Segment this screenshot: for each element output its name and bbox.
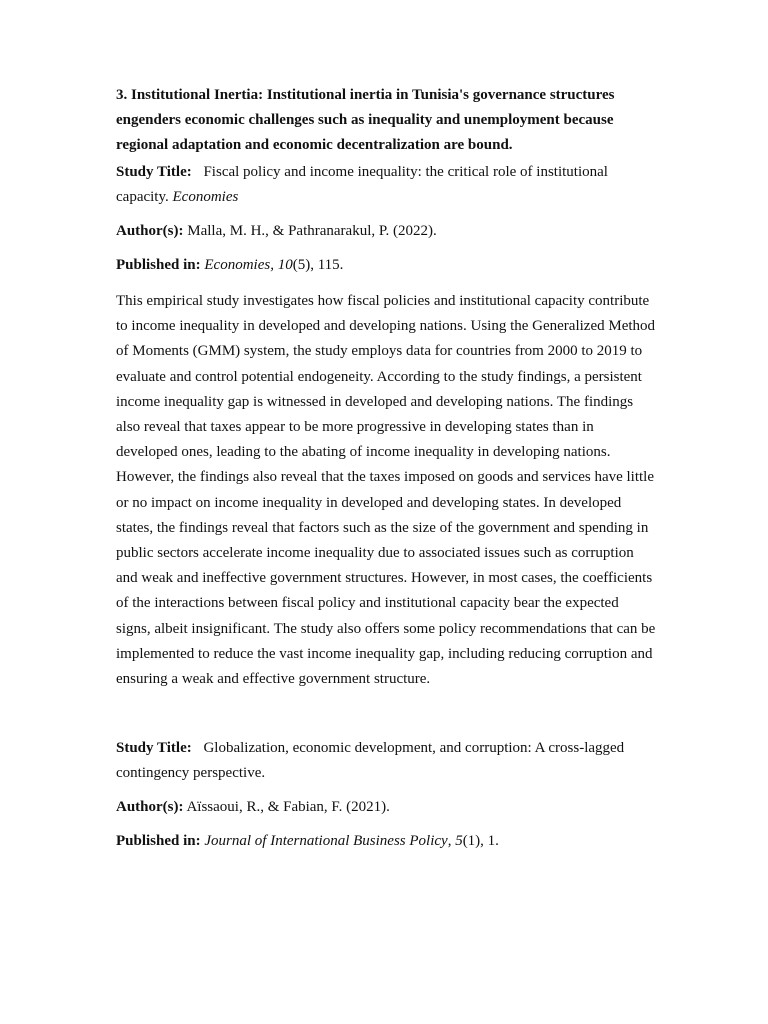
published-label: Published in: bbox=[116, 257, 201, 273]
document-page bbox=[116, 83, 656, 854]
study1-title: Fiscal policy and income inequality: the critical role of institutional capacity. bbox=[116, 164, 608, 205]
study1-title-journal: Economies bbox=[172, 189, 239, 205]
study2-title: Globalization, economic development, and corruption: A cross-lagged contingency perspective. bbox=[116, 740, 625, 782]
authors-label: Author(s): bbox=[116, 799, 184, 816]
study1-authors-line bbox=[116, 219, 656, 244]
published-label: Published in: bbox=[116, 833, 201, 850]
study1-published-line bbox=[116, 253, 656, 278]
study2-issue-pages: (1), 1. bbox=[462, 833, 499, 850]
authors-label: Author(s): bbox=[116, 223, 184, 239]
study1-volume: 10 bbox=[277, 257, 293, 273]
study1-issue-pages: (5), 115. bbox=[292, 257, 344, 273]
study2-authors: Aïssaoui, R., & Fabian, F. (2021). bbox=[186, 799, 390, 816]
section-heading: 3. Institutional Inertia: Institutional inertia in Tunisia's governance structures engenders economic challenges such as inequality and unemployment because regional adaptation and economic decentralization are bound. bbox=[116, 87, 615, 153]
study1-title-line bbox=[116, 160, 656, 210]
study-title-label: Study Title: bbox=[116, 740, 192, 757]
study2-journal: Journal of International Business Policy bbox=[204, 833, 448, 850]
study1-journal: Economies bbox=[204, 257, 271, 273]
study2-title-line bbox=[116, 736, 656, 786]
study2-volume: 5 bbox=[455, 833, 463, 850]
study2-authors-line bbox=[116, 795, 656, 820]
study1-sep: , bbox=[270, 257, 278, 273]
study-title-label: Study Title: bbox=[116, 164, 192, 180]
study2-published-line bbox=[116, 829, 656, 854]
study2-sep: , bbox=[447, 833, 456, 850]
study1-authors: Malla, M. H., & Pathranarakul, P. (2022). bbox=[187, 223, 437, 239]
study1-abstract: This empirical study investigates how fiscal policies and institutional capacity contribute to income inequality in developed and developing nations. Using the Generalized Method of Moments (GMM) system, the study employs data for countries from 2000 to 2019 to evaluate and control potential endogeneity. According to the study findings, a persistent income inequality gap is witnessed in developed and developing nations. The findings also reveal that taxes appear to be more progressive in developing states than in developed ones, leading to the abating of income inequality in developing nations. However, the findings also reveal that the taxes imposed on goods and services have little or no impact on income inequality in developed and developing states. In developed states, the findings reveal that factors such as the size of the government and spending in public sectors accelerate income inequality due to associated issues such as corruption and weak and ineffective government structures. However, in most cases, the coefficients of the interactions between fiscal policy and institutional capacity bear the expected signs, albeit insignificant. The study also offers some policy recommendations that can be implemented to reduce the vast income inequality gap, including reducing corruption and ensuring a weak and effective government structure. bbox=[116, 293, 656, 688]
